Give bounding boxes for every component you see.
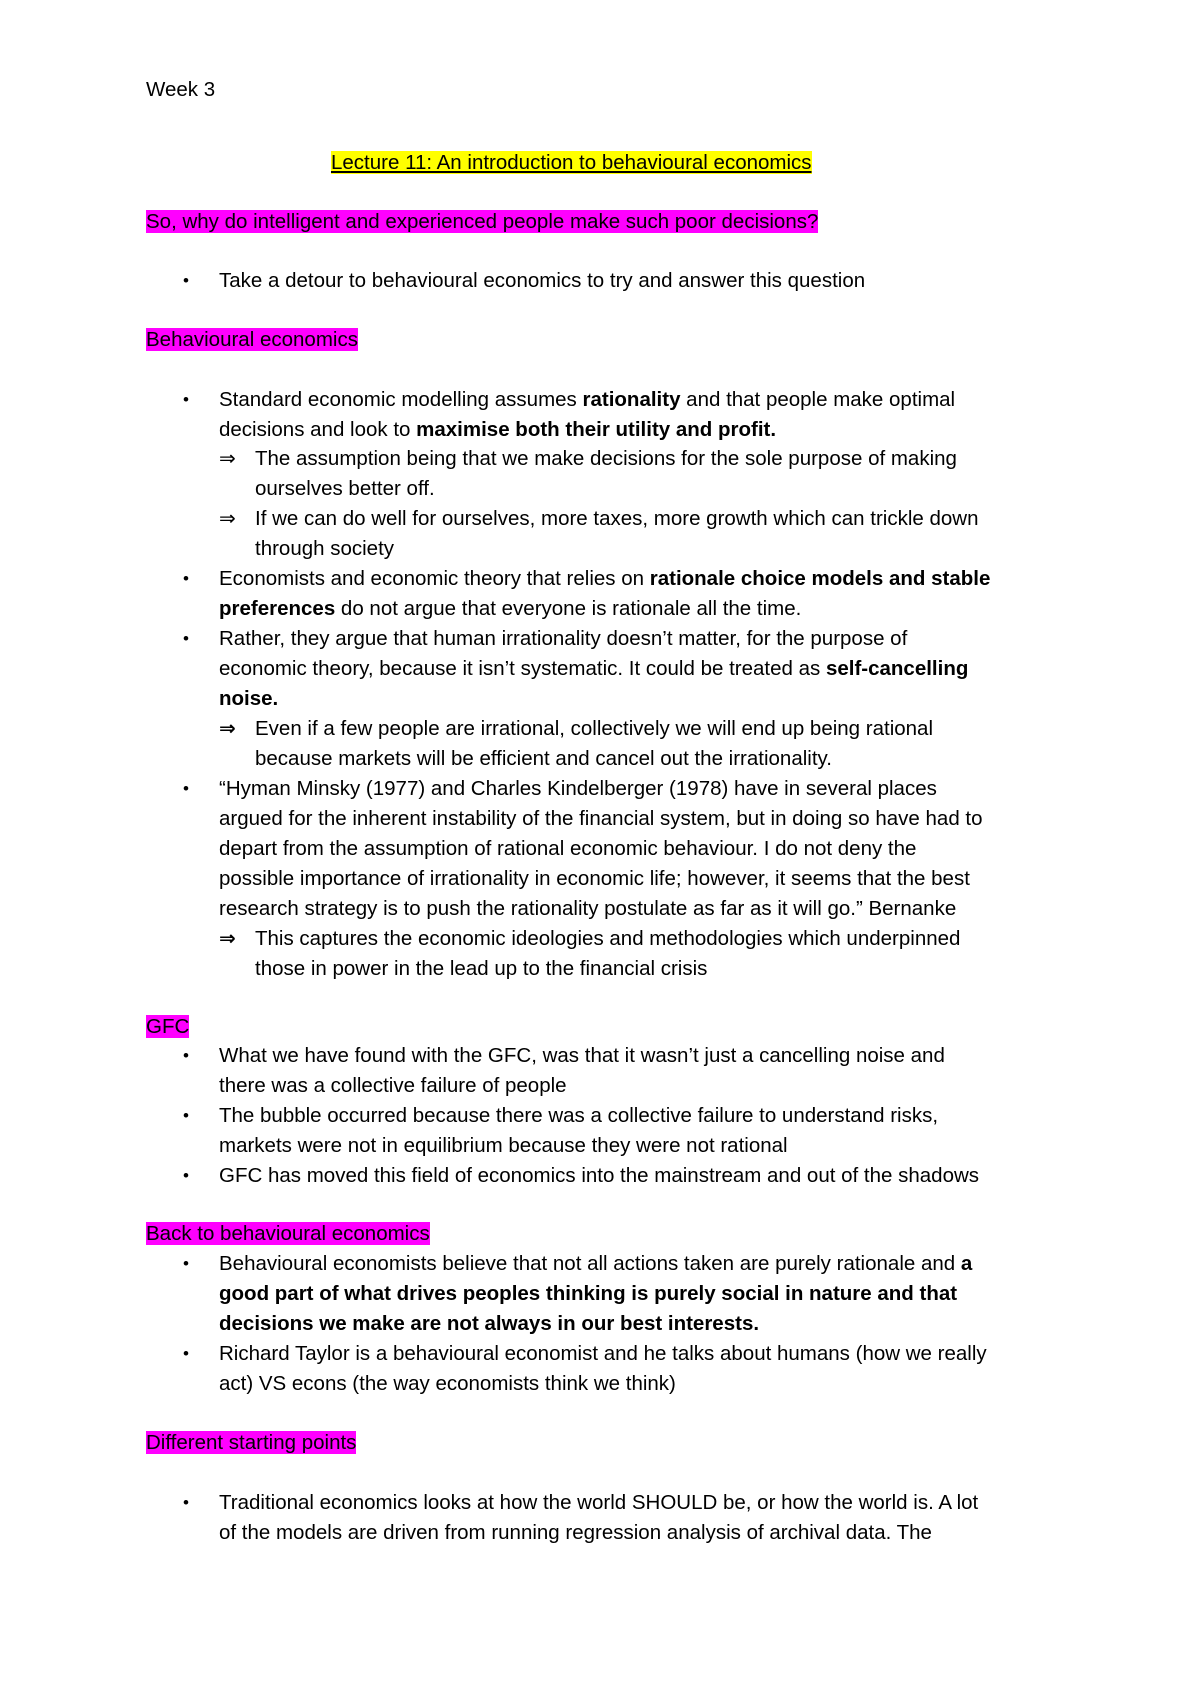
bullet-text: GFC has moved this field of economics into the mainstream and out of the shadows [219, 1164, 980, 1187]
bullet-text-continued: preferences do not argue that everyone is rationale all the time. [219, 597, 802, 620]
question-heading: So, why do intelligent and experienced people make such poor decisions? [146, 210, 819, 233]
section-heading-behavioural-economics: Behavioural economics [146, 328, 358, 351]
bullet-text-continued: there was a collective failure of people [219, 1074, 567, 1097]
sub-point-text-continued: those in power in the lead up to the financial crisis [255, 957, 708, 980]
section-heading-different-starting-points: Different starting points [146, 1431, 357, 1454]
section-heading-gfc: GFC [146, 1015, 190, 1038]
bullet-text: Traditional economics looks at how the world SHOULD be, or how the world is. A lot [219, 1491, 979, 1514]
page-title: Lecture 11: An introduction to behavioural economics [331, 151, 812, 174]
week-label: Week 3 [146, 78, 216, 101]
bullet-icon: • [183, 779, 189, 798]
bullet-text: Rather, they argue that human irrationality doesn’t matter, for the purpose of [219, 627, 908, 650]
bullet-text-continued: act) VS econs (the way economists think we think) [219, 1372, 676, 1395]
bullet-icon: • [183, 1254, 189, 1273]
bullet-text: Behavioural economists believe that not all actions taken are purely rationale and a [219, 1252, 973, 1275]
bullet-text-continued: good part of what drives peoples thinking is purely social in nature and that [219, 1282, 958, 1305]
bullet-text: Economists and economic theory that relies on rationale choice models and stable [219, 567, 991, 590]
bullet-text-continued: decisions and look to maximise both their utility and profit. [219, 418, 777, 441]
bullet-text-continued: decisions we make are not always in our best interests. [219, 1312, 760, 1335]
bullet-icon: • [183, 1106, 189, 1125]
bullet-text-continued: of the models are driven from running regression analysis of archival data. The [219, 1521, 932, 1544]
bullet-icon: • [183, 1344, 189, 1363]
arrow-icon: ⇒ [219, 448, 236, 470]
quote-line: possible importance of irrationality in economic life; however, it seems that the best [219, 867, 970, 890]
bullet-icon: • [183, 569, 189, 588]
bullet-text: The bubble occurred because there was a collective failure to understand risks, [219, 1104, 939, 1127]
sub-point-text: This captures the economic ideologies and methodologies which underpinned [255, 927, 961, 950]
quote-line: “Hyman Minsky (1977) and Charles Kindelberger (1978) have in several places [219, 777, 937, 800]
quote-line: depart from the assumption of rational economic behaviour. I do not deny the [219, 837, 917, 860]
bullet-text-continued: markets were not in equilibrium because they were not rational [219, 1134, 788, 1157]
bullet-icon: • [183, 1166, 189, 1185]
sub-point-text-continued: because markets will be efficient and cancel out the irrationality. [255, 747, 832, 770]
arrow-icon: ⇒ [219, 928, 236, 950]
bullet-text: Standard economic modelling assumes rationality and that people make optimal [219, 388, 956, 411]
bullet-icon: • [183, 271, 189, 290]
quote-line: argued for the inherent instability of the financial system, but in doing so have had to [219, 807, 983, 830]
bullet-text: Richard Taylor is a behavioural economist and he talks about humans (how we really [219, 1342, 987, 1365]
sub-point-text: If we can do well for ourselves, more taxes, more growth which can trickle down [255, 507, 979, 530]
bullet-text: What we have found with the GFC, was that it wasn’t just a cancelling noise and [219, 1044, 945, 1067]
bullet-text-continued: noise. [219, 687, 279, 710]
bullet-text-continued: economic theory, because it isn’t systematic. It could be treated as self-cancelling [219, 657, 969, 680]
bullet-text: Take a detour to behavioural economics to try and answer this question [219, 269, 866, 292]
arrow-icon: ⇒ [219, 718, 236, 740]
sub-point-text: The assumption being that we make decisions for the sole purpose of making [255, 447, 957, 470]
bullet-icon: • [183, 1493, 189, 1512]
bullet-icon: • [183, 629, 189, 648]
quote-line: research strategy is to push the rationality postulate as far as it will go.” Bernanke [219, 897, 957, 920]
section-heading-back-to-behavioural-economics: Back to behavioural economics [146, 1222, 430, 1245]
sub-point-text-continued: through society [255, 537, 395, 560]
bullet-icon: • [183, 1046, 189, 1065]
arrow-icon: ⇒ [219, 508, 236, 530]
sub-point-text-continued: ourselves better off. [255, 477, 435, 500]
sub-point-text: Even if a few people are irrational, collectively we will end up being rational [255, 717, 934, 740]
bullet-icon: • [183, 390, 189, 409]
